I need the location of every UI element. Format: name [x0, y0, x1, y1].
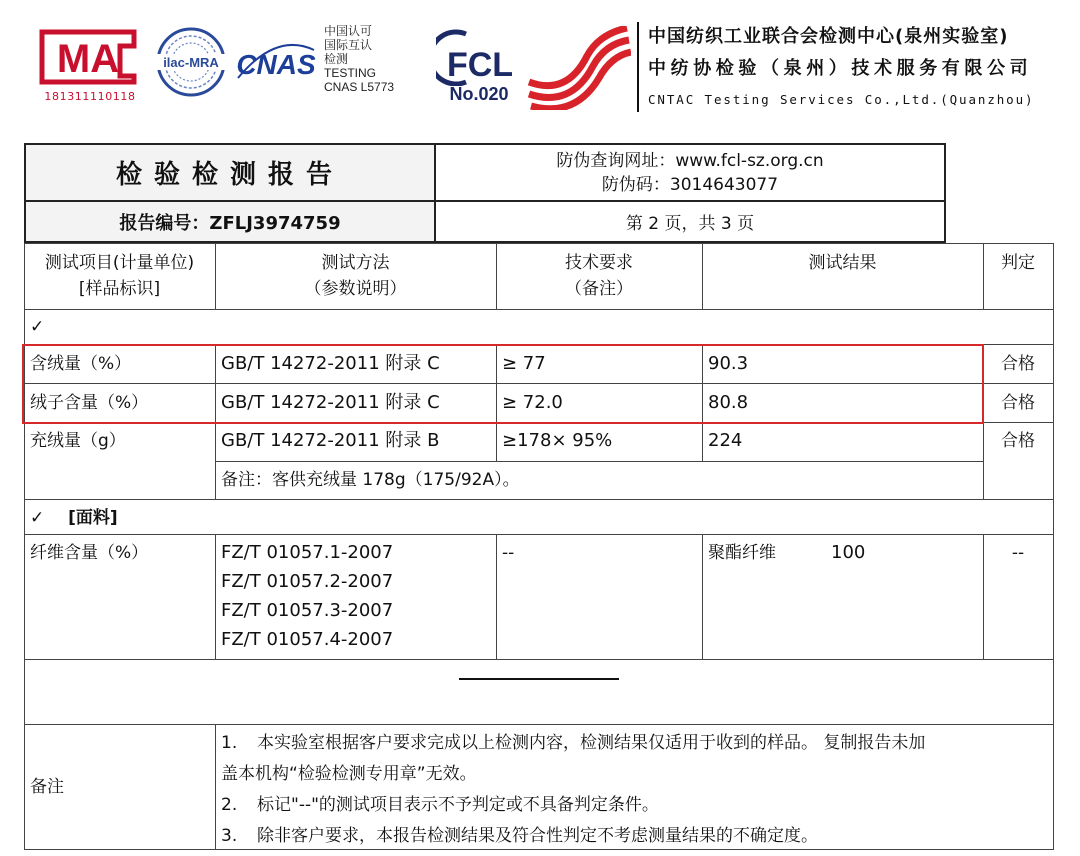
section-check-mark: ✓	[30, 317, 45, 337]
org-name-cn-1: 中国纺织工业联合会检测中心(泉州实验室)	[648, 26, 1009, 47]
row2-item: 绒子含量（%）	[30, 393, 149, 413]
remark-text: 盖本机构“检验检测专用章”无效。	[221, 764, 477, 784]
col-divider	[215, 724, 216, 850]
row2-verdict: 合格	[1001, 393, 1035, 413]
fiber-item: 纤维含量（%）	[30, 543, 149, 563]
col-header-item-l1: 测试项目(计量单位)	[44, 253, 195, 273]
remarks-list	[221, 728, 925, 852]
section-check-mark: ✓	[30, 508, 45, 528]
cnas-logo	[234, 40, 318, 84]
row-divider	[24, 534, 1054, 535]
col-header-item-l2: [样品标识]	[78, 279, 161, 299]
cnas-text: CNAS	[236, 49, 316, 80]
table-border-top	[24, 243, 1054, 244]
anti-fake-info	[434, 143, 946, 202]
ilac-text: ilac-MRA	[163, 55, 219, 70]
cnas-line: CNAS L5773	[324, 80, 395, 94]
remark-text: 除非客户要求，本报告检测结果及符合性判定不考虑测量结果的不确定度。	[257, 826, 818, 846]
fcl-number: No.020	[449, 84, 509, 104]
org-name-cn-2: 中纺协检验（泉州）技术服务有限公司	[648, 58, 1033, 79]
col-header-method-l2: （参数说明）	[304, 279, 407, 299]
cntac-stripes-logo	[527, 26, 631, 110]
remark-number: 2.	[221, 795, 238, 815]
col-divider	[702, 534, 703, 659]
cnas-line: 检测	[324, 52, 349, 66]
fiber-method: FZ/T 01057.3-2007	[221, 600, 394, 621]
row3-item: 充绒量（g）	[30, 431, 126, 451]
col-header-requirement	[496, 250, 702, 302]
row2-requirement: ≥ 72.0	[502, 392, 563, 413]
anti-fake-code: 防伪码：3014643077	[601, 174, 779, 195]
table-border-right	[1053, 243, 1054, 850]
remark-text: 标记"--"的测试项目表示不予判定或不具备判定条件。	[257, 795, 659, 815]
col-header-result: 测试结果	[808, 253, 877, 273]
col-header-item	[24, 250, 215, 302]
row1-method: GB/T 14272-2011 附录 C	[221, 353, 440, 374]
fiber-verdict: --	[1011, 543, 1025, 563]
remark-line	[221, 790, 925, 821]
row-divider	[24, 724, 1054, 725]
ilac-mra-logo	[152, 26, 230, 98]
cma-text: MA	[56, 37, 120, 81]
fiber-method: FZ/T 01057.1-2007	[221, 542, 394, 563]
col-header-method-l1: 测试方法	[321, 253, 390, 273]
row3-requirement: ≥178× 95%	[502, 430, 613, 451]
anti-fake-url[interactable]: 防伪查询网址：www.fcl-sz.org.cn	[556, 150, 824, 171]
row1-requirement: ≥ 77	[502, 353, 546, 374]
cnas-line: 国际互认	[324, 38, 373, 52]
col-header-verdict: 判定	[1001, 253, 1035, 273]
fiber-result-value: 100	[831, 542, 866, 563]
report-number: 报告编号：ZFLJ3974759	[24, 200, 436, 243]
remark-line	[221, 728, 925, 759]
fiber-methods	[221, 538, 393, 654]
fiber-method: FZ/T 01057.2-2007	[221, 571, 394, 592]
remarks-label: 备注	[30, 777, 64, 797]
fiber-method: FZ/T 01057.4-2007	[221, 629, 394, 650]
fabric-section-header	[30, 507, 118, 529]
row-divider	[215, 461, 983, 462]
row2-result: 80.8	[708, 392, 749, 413]
row-divider	[24, 659, 1054, 660]
end-of-results-line	[459, 678, 619, 680]
fiber-requirement: --	[502, 543, 515, 563]
row-divider	[24, 309, 1054, 310]
col-header-req-l1: 技术要求	[565, 253, 633, 273]
cma-logo	[36, 28, 140, 86]
remark-number: 3.	[221, 826, 238, 846]
org-name-en: CNTAC Testing Services Co.,Ltd.(Quanzhou)	[648, 92, 1035, 107]
highlight-box	[22, 344, 984, 424]
col-header-method	[215, 250, 496, 302]
row-divider	[24, 499, 1054, 500]
header-divider	[637, 22, 639, 112]
remark-line	[221, 821, 925, 852]
fcl-text: FCL	[446, 46, 514, 84]
table-border-left	[24, 243, 25, 850]
fill-weight-note: 备注：客供充绒量 178g（175/92A）。	[221, 470, 520, 490]
report-title: 检验检测报告	[24, 143, 436, 202]
row3-verdict: 合格	[1001, 431, 1035, 451]
page-info: 第 2 页，共 3 页	[434, 200, 946, 243]
row2-method: GB/T 14272-2011 附录 C	[221, 392, 440, 413]
cma-registration-number: 181311110118	[44, 90, 136, 103]
fiber-result-name: 聚酯纤维	[708, 543, 776, 563]
row1-result: 90.3	[708, 353, 749, 374]
fabric-section-label: [面料]	[68, 508, 118, 528]
remark-text: 本实验室根据客户要求完成以上检测内容，检测结果仅适用于收到的样品。 复制报告未加	[257, 733, 926, 753]
col-divider	[496, 534, 497, 659]
row3-result: 224	[708, 430, 743, 451]
row3-method: GB/T 14272-2011 附录 B	[221, 430, 440, 451]
row1-item: 含绒量（%）	[30, 354, 132, 374]
col-divider	[215, 534, 216, 659]
row1-verdict: 合格	[1001, 354, 1035, 374]
remark-number: 1.	[221, 733, 238, 753]
remark-line	[221, 759, 925, 790]
cnas-line: 中国认可	[324, 24, 373, 38]
cnas-line: TESTING	[324, 66, 377, 80]
cnas-accreditation-text	[324, 24, 420, 94]
col-header-req-l2: （备注）	[565, 279, 633, 299]
